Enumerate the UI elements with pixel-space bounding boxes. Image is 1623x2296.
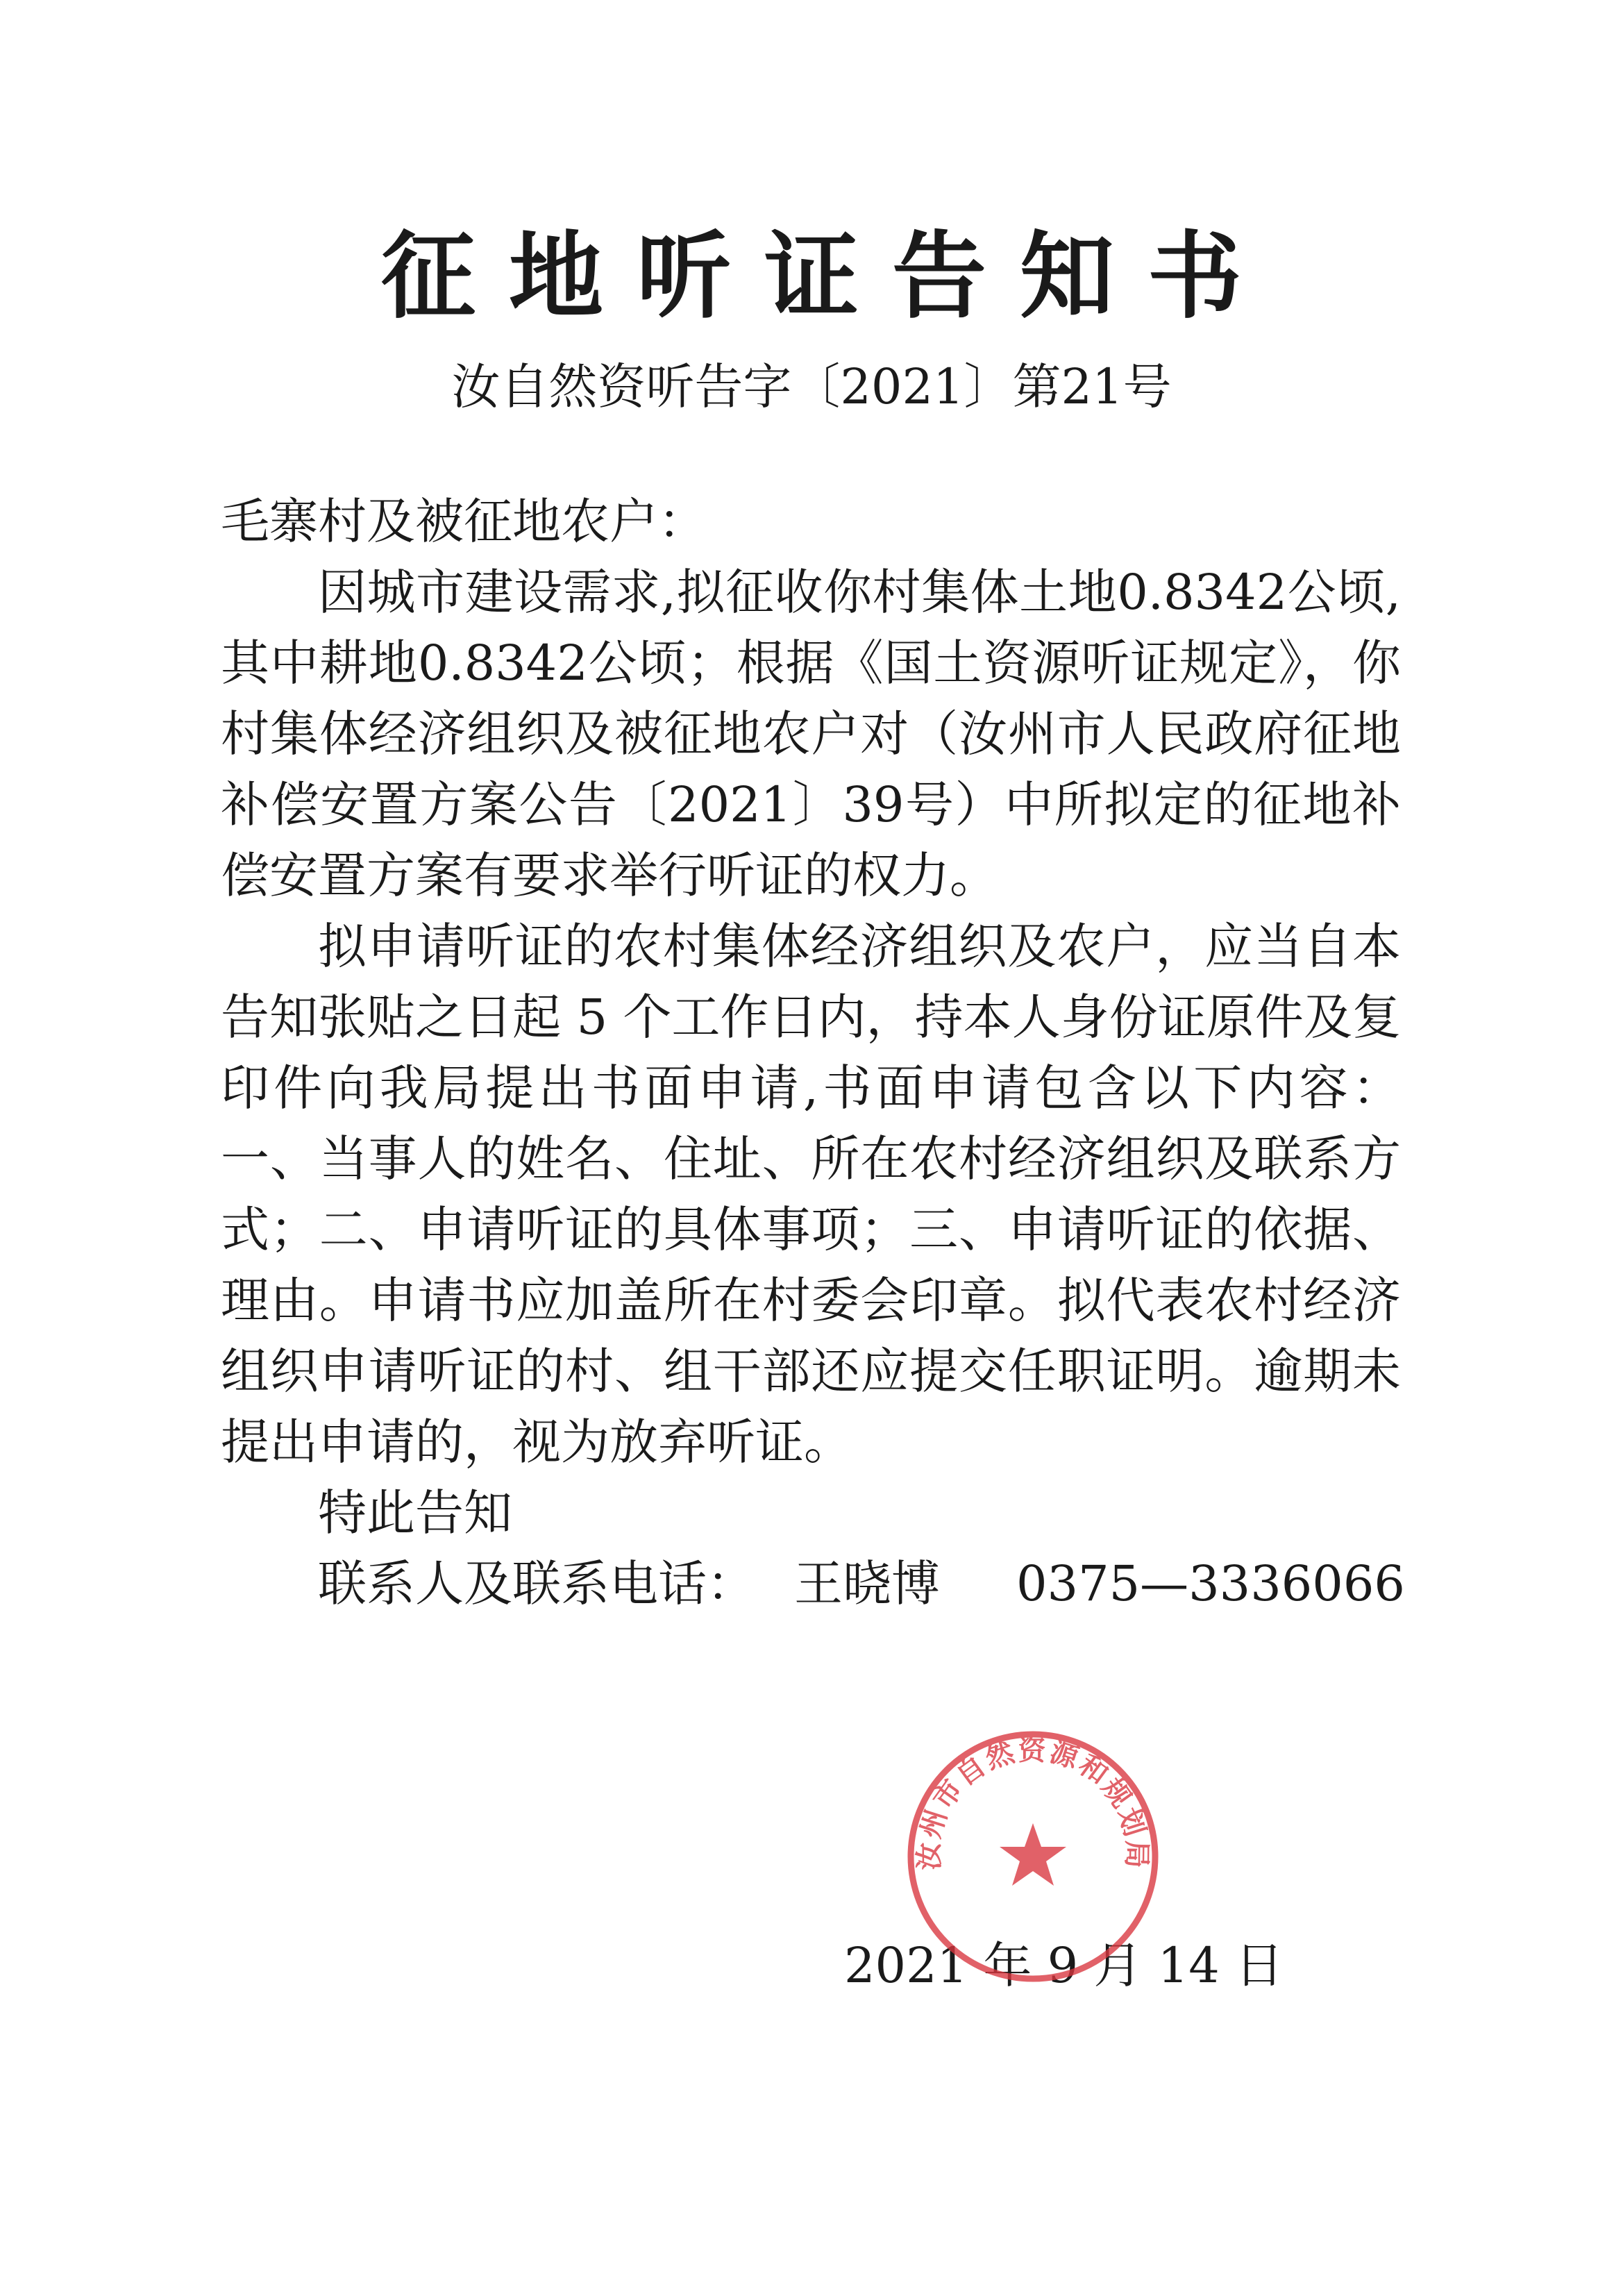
contact-line xyxy=(221,1548,1405,1619)
contact-phone: 0375—3336066 xyxy=(1016,1555,1405,1612)
document-body xyxy=(221,486,1405,1619)
document-title: 征地听证告知书 xyxy=(381,221,1275,332)
document-number: 汝自然资听告字〔2021〕第21号 xyxy=(451,358,1172,415)
official-seal xyxy=(904,1727,1162,1986)
paragraph-hearing-right: 因城市建设需求,拟征收你村集体土地0.8342公顷,其中耕地0.8342公顷；根据《国土资源听证规定》，你村集体经济组织及被征地农户对（汝州市人民政府征地补偿安置方案公告〔2021〕39号）中所拟定的征地补偿安置方案有要求举行听证的权力。 xyxy=(221,564,1401,904)
seal-star-icon xyxy=(1000,1823,1066,1886)
closing-remark: 特此告知 xyxy=(318,1484,512,1541)
issue-date: 2021 年 9 月 14 日 xyxy=(844,1937,1284,1994)
contact-name: 王晓博 xyxy=(794,1555,940,1612)
salutation: 毛寨村及被征地农户： xyxy=(221,493,707,550)
paragraph-application-procedure: 拟申请听证的农村集体经济组织及农户，应当自本告知张贴之日起 5 个工作日内，持本人身份证原件及复印件向我局提出书面申请,书面申请包含以下内容：一、当事人的姓名、住址、所在农村经济组织及联系方式；二、申请听证的具体事项；三、申请听证的依据、理由。申请书应加盖所在村委会印章。拟代表农村经济组织申请听证的村、组干部还应提交任职证明。逾期未提出申请的，视为放弃听证。 xyxy=(221,918,1401,1470)
contact-label: 联系人及联系电话： xyxy=(318,1555,755,1612)
svg-text:汝州市自然资源和规划局: 汝州市自然资源和规划局 xyxy=(912,1734,1154,1870)
